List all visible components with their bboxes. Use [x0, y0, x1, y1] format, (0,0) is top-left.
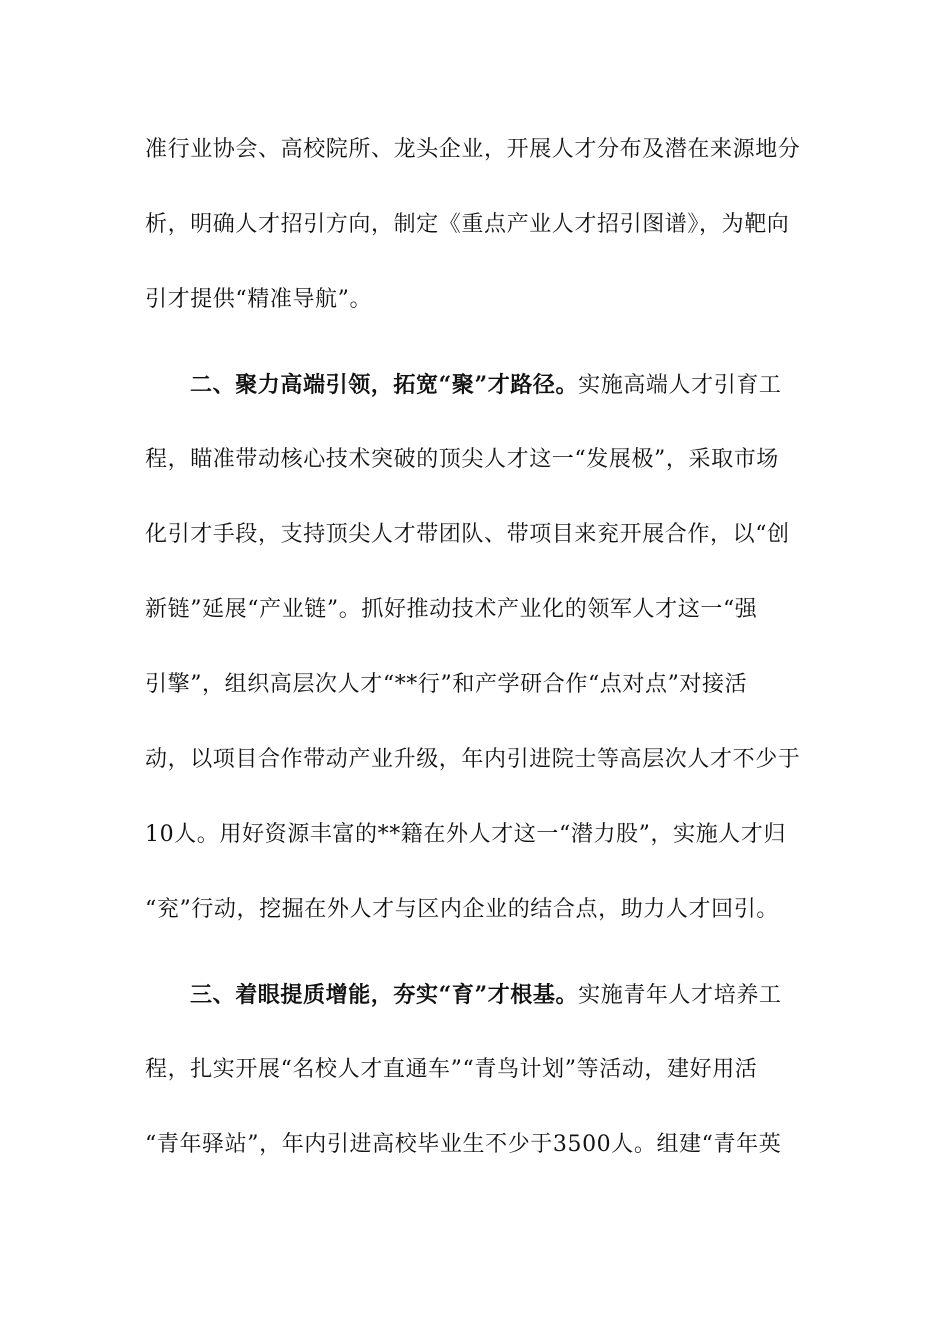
paragraph-1-line-3: 引才提供“精准导航”。 — [145, 287, 373, 312]
paragraph-3-line-2: 程，扎实开展“名校人才直通车”“青鸟计划”等活动，建好用活 — [145, 1057, 758, 1082]
paragraph-2-line-1 — [190, 365, 805, 405]
paragraph-3-heading: 三、着眼提质增能，夯实“育”才根基。 — [190, 982, 579, 1008]
paragraph-2-line-4: 新链”延展“产业链”。抓好推动技术产业化的领军人才这一“强 — [145, 597, 758, 622]
paragraph-2-line-2: 程，瞄准带动核心技术突破的顶尖人才这一“发展极”，采取市场 — [145, 447, 779, 472]
paragraph-2-line-1-text: 实施高端人才引育工 — [578, 373, 782, 398]
paragraph-2-line-6: 动，以项目合作带动产业升级，年内引进院士等高层次人才不少于 — [145, 747, 801, 772]
paragraph-2-heading: 二、聚力高端引领，拓宽“聚”才路径。 — [190, 372, 579, 398]
paragraph-1-line-2: 析，明确人才招引方向，制定《重点产业人才招引图谱》，为靶向 — [145, 212, 790, 237]
paragraph-3-line-3: “青年驿站”，年内引进高校毕业生不少于3500人。组建“青年英 — [145, 1132, 782, 1157]
paragraph-3-line-1-text: 实施青年人才培养工 — [578, 983, 782, 1008]
paragraph-1-line-1: 准行业协会、高校院所、龙头企业，开展人才分布及潜在来源地分 — [145, 137, 801, 162]
paragraph-3-line-1 — [190, 975, 805, 1015]
paragraph-2-line-7: 10人。用好资源丰富的**籍在外人才这一“潜力股”，实施人才归 — [145, 822, 787, 847]
paragraph-2-line-8: “兖”行动，挖掘在外人才与区内企业的结合点，助力人才回引。 — [145, 897, 779, 922]
paragraph-2-line-5: 引擎”，组织高层次人才“**行”和产学研合作“点对点”对接活 — [145, 672, 748, 697]
paragraph-2-line-3: 化引才手段，支持顶尖人才带团队、带项目来兖开展合作，以“创 — [145, 522, 790, 547]
